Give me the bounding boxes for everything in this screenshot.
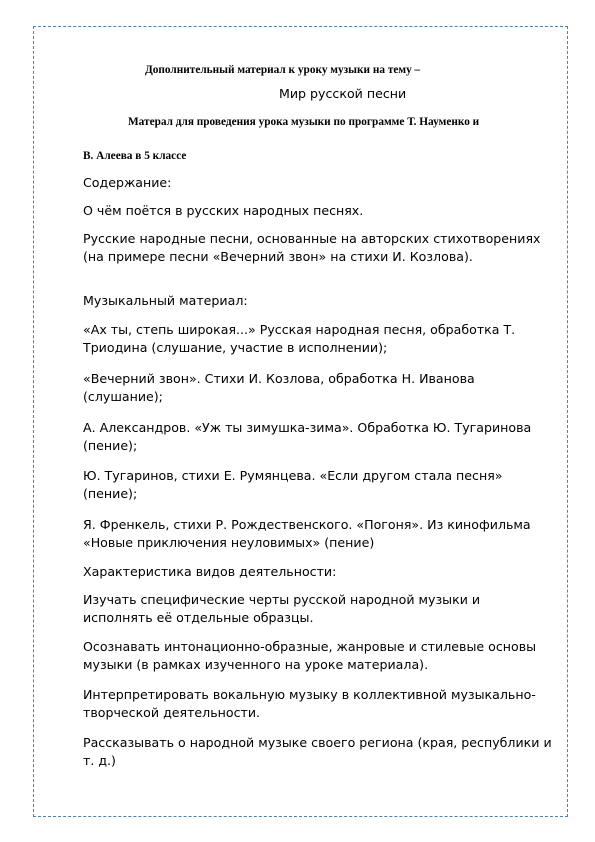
page-title: Мир русской песни <box>279 86 407 101</box>
paragraph: А. Александров. «Уж ты зимушка-зима». Обработка Ю. Тугаринова (пение); <box>83 420 532 453</box>
paragraph: Ю. Тугаринов, стихи Е. Румянцева. «Если другом стала песня» (пение); <box>83 468 503 501</box>
paragraph: Изучать специфические черты русской народной музыки и исполнять её отдельные образцы. <box>83 592 481 625</box>
header-line-4: В. Алеева в 5 классе <box>83 150 187 162</box>
paragraph: Рассказывать о народной музыке своего региона (края, республики и т. д.) <box>83 735 552 768</box>
paragraph: Характеристика видов деятельности: <box>83 564 337 579</box>
paragraph: О чём поётся в русских народных песнях. <box>83 203 364 218</box>
header-line-3: Матерал для проведения урока музыки по программе Т. Науменко и <box>128 116 480 128</box>
paragraph: Интерпретировать вокальную музыку в коллективной музыкально-творческой деятельности. <box>83 687 536 720</box>
paragraph: Содержание: <box>83 175 172 190</box>
paragraph: Я. Френкель, стихи Р. Рождественского. «Погоня». Из кинофильма «Новые приключения неуловимых» (пение) <box>83 517 531 550</box>
paragraph: «Вечерний звон». Стихи И. Козлова, обработка Н. Иванова (слушание); <box>83 371 475 404</box>
header-line-1: Дополнительный материал к уроку музыки на тему – <box>145 64 421 76</box>
paragraph: Русские народные песни, основанные на авторских стихотворениях (на примере песни «Вечерний звон» на стихи И. Козлова). <box>83 231 541 264</box>
paragraph: Осознавать интонационно-образные, жанровые и стилевые основы музыки (в рамках изученного на уроке материала). <box>83 639 537 672</box>
paragraph: «Ах ты, степь широкая...» Русская народная песня, обработка Т. Триодина (слушание, участие в исполнении); <box>83 322 516 355</box>
paragraph: Музыкальный материал: <box>83 293 248 308</box>
